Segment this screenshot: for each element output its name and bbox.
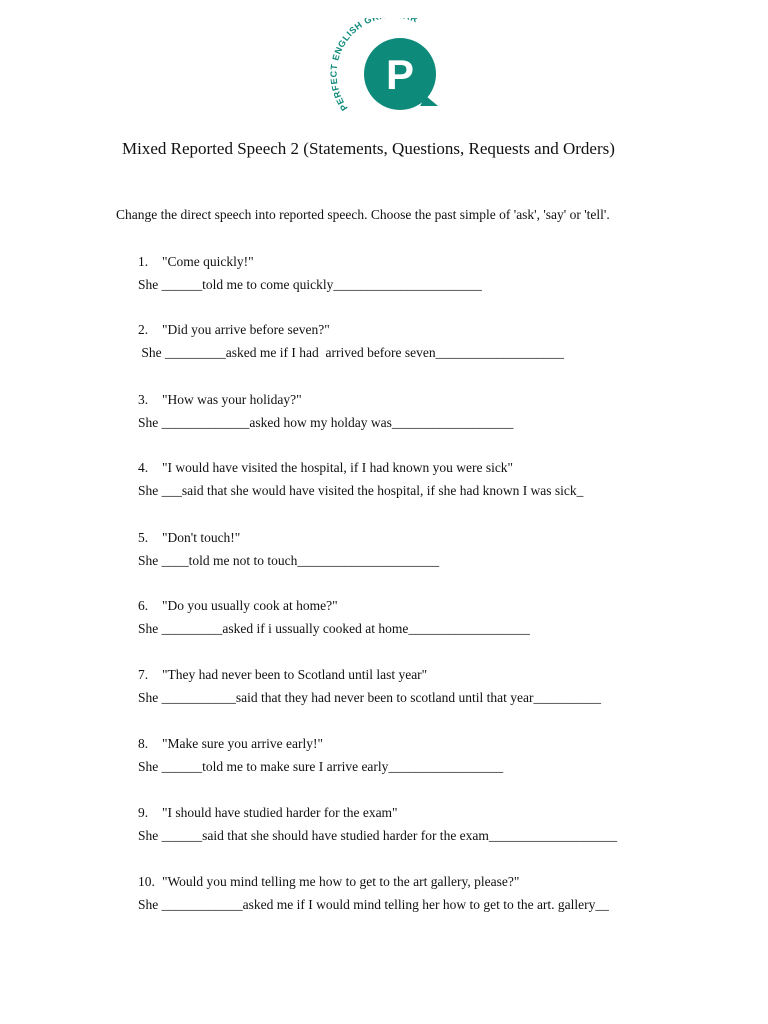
reported-answer: She _________asked if i ussually cooked at home__________________ xyxy=(138,621,530,636)
reported-answer: She ____________asked me if I would mind telling her how to get to the art. gallery__ xyxy=(138,897,609,912)
instructions: Change the direct speech into reported speech. Choose the past simple of 'ask', 'say' or 'tell'. xyxy=(116,207,610,222)
question-item xyxy=(138,460,698,499)
page-title: Mixed Reported Speech 2 (Statements, Questions, Requests and Orders) xyxy=(122,139,615,158)
perfect-english-grammar-logo xyxy=(328,18,444,118)
direct-speech: "Don't touch!" xyxy=(162,530,241,545)
direct-speech: "Did you arrive before seven?" xyxy=(162,322,330,337)
direct-speech: "I would have visited the hospital, if I had known you were sick" xyxy=(162,460,514,475)
question-number: 6. xyxy=(138,598,149,613)
direct-speech: "Make sure you arrive early!" xyxy=(162,736,323,751)
question-item xyxy=(138,322,698,361)
reported-answer: She ______told me to make sure I arrive early_________________ xyxy=(138,759,504,774)
question-item xyxy=(138,254,698,293)
question-number: 5. xyxy=(138,530,149,545)
direct-speech: "Do you usually cook at home?" xyxy=(162,598,338,613)
question-number: 1. xyxy=(138,254,149,269)
question-number: 3. xyxy=(138,392,149,407)
reported-answer: She _____________asked how my holday was__________________ xyxy=(138,415,514,430)
question-item xyxy=(138,667,698,706)
question-item xyxy=(138,874,698,913)
question-number: 10. xyxy=(138,874,155,889)
reported-answer: She ______said that she should have studied harder for the exam___________________ xyxy=(138,828,618,843)
question-number: 8. xyxy=(138,736,149,751)
question-item xyxy=(138,392,698,431)
direct-speech: "Come quickly!" xyxy=(162,254,254,269)
direct-speech: "I should have studied harder for the exam" xyxy=(162,805,398,820)
question-number: 9. xyxy=(138,805,149,820)
reported-answer: She ___________said that they had never been to scotland until that year__________ xyxy=(138,690,602,705)
question-item xyxy=(138,530,698,569)
logo-graphic xyxy=(328,18,444,118)
question-number: 4. xyxy=(138,460,149,475)
reported-answer: She ___said that she would have visited the hospital, if she had known I was sick_ xyxy=(138,483,584,498)
question-number: 7. xyxy=(138,667,149,682)
direct-speech: "Would you mind telling me how to get to the art gallery, please?" xyxy=(162,874,520,889)
direct-speech: "They had never been to Scotland until last year" xyxy=(162,667,428,682)
reported-answer: She ______told me to come quickly______________________ xyxy=(138,277,482,292)
question-item xyxy=(138,598,698,637)
logo-brand-text: PERFECT ENGLISH G R xyxy=(328,18,420,113)
question-item xyxy=(138,805,698,844)
question-number: 2. xyxy=(138,322,149,337)
logo-letter: P xyxy=(385,51,415,98)
reported-answer: She _________asked me if I had arrived before seven___________________ xyxy=(138,345,564,360)
reported-answer: She ____told me not to touch_____________________ xyxy=(138,553,440,568)
direct-speech: "How was your holiday?" xyxy=(162,392,302,407)
question-item xyxy=(138,736,698,775)
